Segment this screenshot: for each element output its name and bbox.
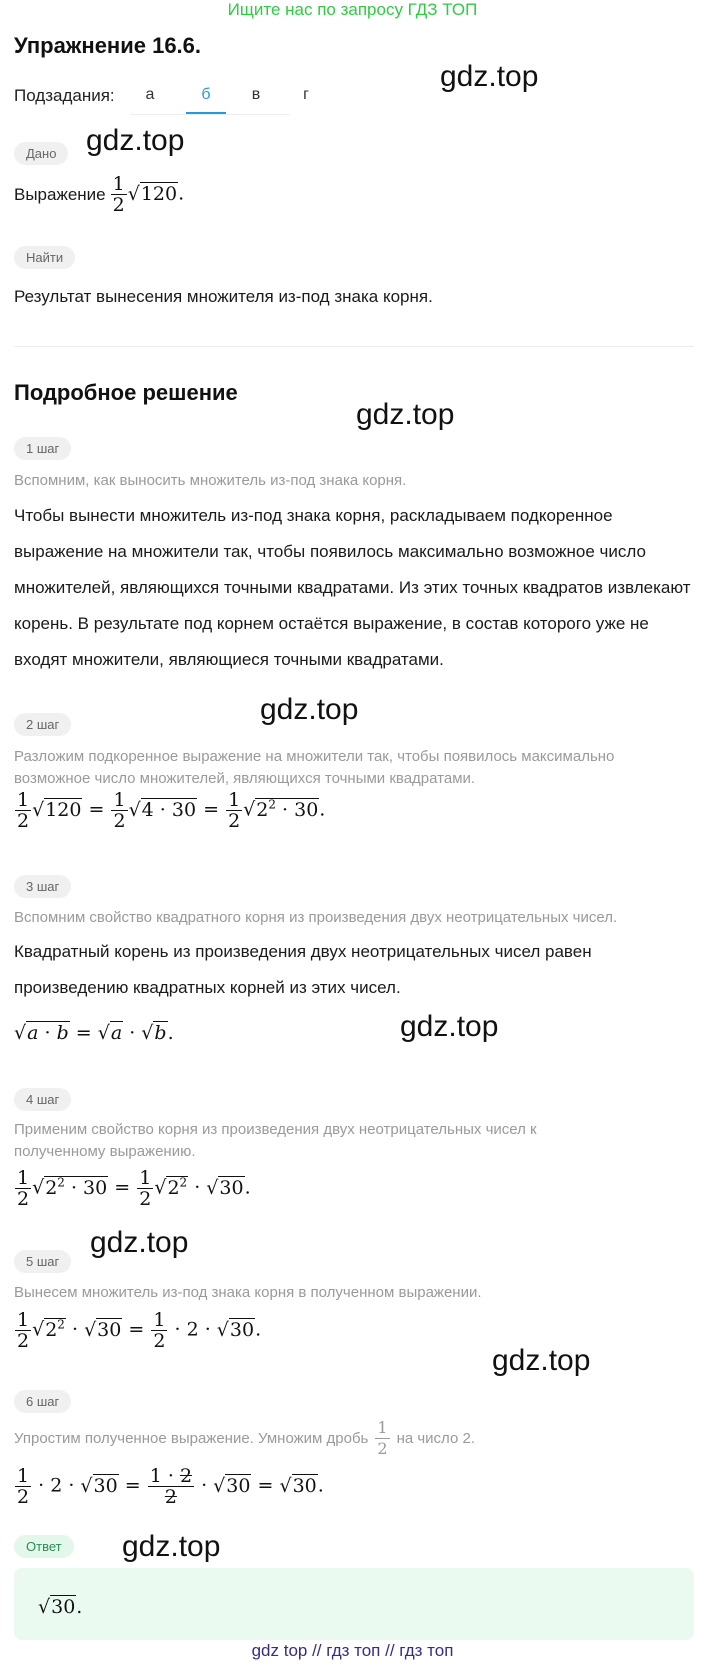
watermark: gdz.top bbox=[440, 60, 539, 93]
search-banner: Ищите нас по запросу ГДЗ ТОП bbox=[227, 0, 478, 19]
find-text: Результат вынесения множителя из-под знака корня. bbox=[14, 287, 433, 306]
step-4-formula: $\frac{1}{2}$ $√2^2 \cdot 30$ = $\frac{1}{2}$ $√2^2 \cdot √30$. bbox=[17, 1167, 251, 1210]
step-1-text: Чтобы вынести множитель из-под знака корня, раскладываем подкоренное выражение на множители так, чтобы появилось максимально возможное число множителей, являющихся точными квадратами. Из этих точных квадратов извлекают корень. В результате под корнем остаётся выражение, в состав которого уже не входят множители, являющиеся точными квадратами. bbox=[14, 506, 691, 669]
step-6-hint-b: на число 2. bbox=[396, 1429, 475, 1447]
step-6-hint bbox=[14, 1418, 475, 1459]
answer-box bbox=[14, 1568, 694, 1640]
step-3-hint: Вспомним свойство квадратного корня из произведения двух неотрицательных чисел. bbox=[14, 909, 618, 926]
watermark: gdz.top bbox=[492, 1344, 591, 1377]
solution-title: Подробное решение bbox=[14, 380, 238, 405]
step-3-text: Квадратный корень из произведения двух неотрицательных чисел равен произведению квадратных корней из этих чисел. bbox=[14, 942, 592, 997]
find-pill: Найти bbox=[14, 246, 75, 269]
watermark: gdz.top bbox=[90, 1226, 189, 1259]
answer-pill: Ответ bbox=[14, 1535, 74, 1558]
tab-g[interactable]: г bbox=[303, 86, 309, 103]
watermark: gdz.top bbox=[356, 398, 455, 431]
step-4-hint: Применим свойство корня из произведения двух неотрицательных чисел к полученному выражению. bbox=[14, 1121, 537, 1160]
watermark: gdz.top bbox=[400, 1010, 499, 1043]
watermark: gdz.top bbox=[122, 1530, 221, 1563]
tabs-baseline bbox=[130, 114, 290, 115]
step-2-hint: Разложим подкоренное выражение на множители так, чтобы появилось максимально возможное число множителей, являющихся точными квадратами. bbox=[14, 748, 615, 787]
step-6-pill: 6 шаг bbox=[14, 1390, 71, 1413]
step-5-hint: Вынесем множитель из-под знака корня в полученном выражении. bbox=[14, 1284, 482, 1301]
active-tab-indicator bbox=[186, 112, 226, 114]
given-text: Выражение bbox=[14, 184, 106, 204]
page-title: Упражнение 16.6. bbox=[14, 33, 202, 58]
tab-a[interactable]: а bbox=[145, 86, 155, 103]
answer-formula: √30. bbox=[38, 1596, 83, 1618]
given-pill: Дано bbox=[14, 142, 68, 165]
step-3-formula: √a · b = √a · √b. bbox=[14, 1022, 174, 1044]
tab-b[interactable]: б bbox=[201, 86, 211, 103]
given-formula: $\frac{1}{2}$ √120. bbox=[112, 173, 185, 216]
step-5-pill: 5 шаг bbox=[14, 1250, 71, 1273]
tab-v[interactable]: в bbox=[251, 86, 261, 103]
section-divider bbox=[14, 346, 694, 347]
step-3-pill: 3 шаг bbox=[14, 875, 71, 898]
hint-fraction: $\frac{1}{2}$ bbox=[377, 1418, 388, 1458]
step-1-hint: Вспомним, как выносить множитель из-под знака корня. bbox=[14, 472, 407, 489]
step-4-pill: 4 шаг bbox=[14, 1088, 71, 1111]
step-6-hint-a: Упростим полученное выражение. Умножим дробь bbox=[14, 1429, 369, 1447]
given-expression bbox=[14, 174, 184, 215]
watermark: gdz.top bbox=[86, 124, 185, 157]
step-1-pill: 1 шаг bbox=[14, 437, 71, 460]
step-6-formula: $\frac{1}{2}$ · 2 · √30 = $\frac{1 \cdot 2}{2}$ · √30 = √30. bbox=[17, 1465, 324, 1508]
step-2-pill: 2 шаг bbox=[14, 713, 71, 736]
subtasks-label: Подзадания: bbox=[14, 86, 115, 105]
footer-links[interactable]: gdz top // гдз топ // гдз топ bbox=[251, 1641, 454, 1660]
step-2-formula: $\frac{1}{2}$ √120 = $\frac{1}{2}$ √4 · 30 = $\frac{1}{2}$ $√2^2 \cdot 30$. bbox=[17, 789, 326, 832]
step-5-formula: $\frac{1}{2}$ $√2^2 \cdot √30$ = $\frac{1}{2}$ · 2 · √30. bbox=[17, 1309, 262, 1352]
watermark: gdz.top bbox=[260, 693, 359, 726]
